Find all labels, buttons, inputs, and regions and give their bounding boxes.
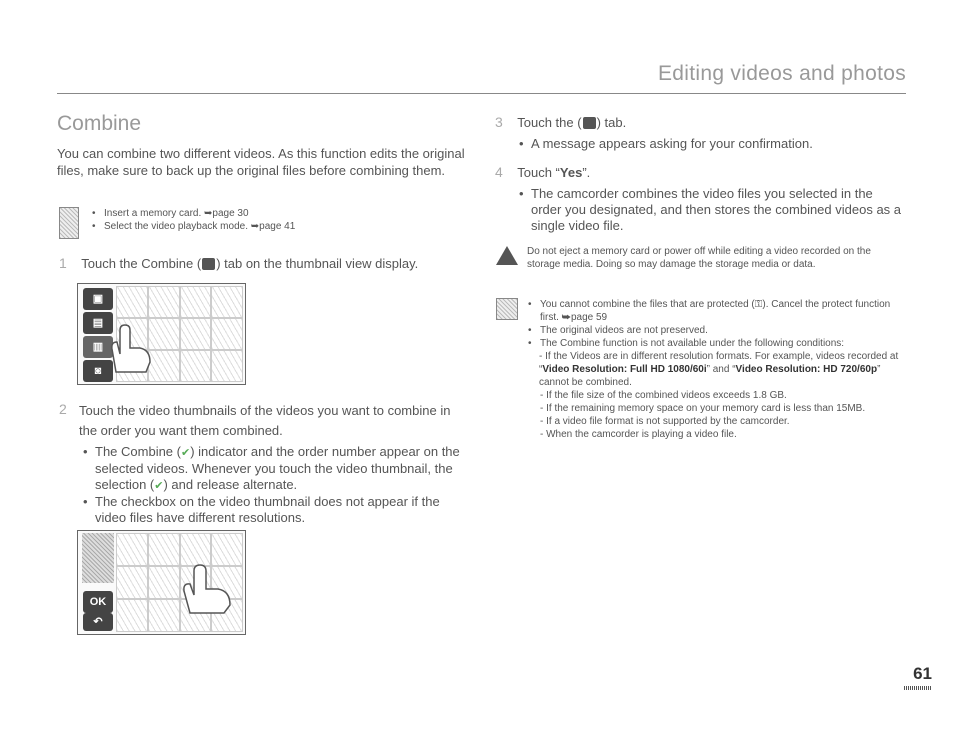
- step-1: [59, 255, 479, 273]
- condition-item: [539, 350, 903, 389]
- combine-tab-icon[interactable]: ▥: [83, 336, 113, 358]
- back-button[interactable]: ↶: [83, 613, 113, 631]
- video-thumbnail[interactable]: [116, 599, 148, 632]
- video-thumbnail[interactable]: [211, 350, 243, 382]
- ok-tab-icon: [583, 117, 596, 129]
- note-item: [528, 337, 903, 441]
- step-number: 3: [495, 114, 503, 130]
- touch-hand-icon: [178, 563, 233, 615]
- video-thumbnail[interactable]: [180, 318, 212, 350]
- step-number: 4: [495, 164, 503, 180]
- warning-icon: [496, 246, 518, 265]
- check-icon: ✔: [180, 447, 191, 459]
- condition-text: ” and “: [706, 364, 736, 375]
- note-item-text: The Combine function is not available under the following conditions:: [540, 338, 845, 349]
- note-item: • You cannot combine the files that are protected (⚿). Cancel the protect function first. ➥page 59: [528, 298, 903, 324]
- ok-button[interactable]: OK: [83, 591, 113, 613]
- bullet-item: • The camcorder combines the video files you selected in the order you designated, and then stores the combined videos as a single video file.: [519, 186, 905, 234]
- bullet-item: [83, 444, 469, 494]
- yes-label: Yes: [559, 165, 583, 180]
- step-text-end: ) tab on the thumbnail view display.: [216, 256, 419, 271]
- step-2-bullets: [83, 444, 469, 526]
- step-text-start: Touch “: [517, 165, 560, 180]
- bullet-item: • The checkbox on the video thumbnail does not appear if the video files have different resolutions.: [83, 494, 469, 526]
- note-list: [92, 207, 422, 233]
- note-icon: [496, 298, 518, 320]
- notes-list: [528, 298, 903, 441]
- video-thumbnail[interactable]: [180, 286, 212, 318]
- video-thumbnail[interactable]: [180, 533, 212, 566]
- page-marker: [904, 686, 932, 690]
- chapter-title: Editing videos and photos: [657, 62, 906, 85]
- video-thumbnail[interactable]: [148, 566, 180, 599]
- step-3: [495, 114, 905, 151]
- condition-text: ” cannot be combined.: [539, 364, 881, 388]
- resolution-label: Video Resolution: Full HD 1080/60i: [542, 364, 707, 375]
- video-thumbnail[interactable]: [116, 533, 148, 566]
- notes-block: [528, 298, 903, 441]
- step-text: Touch the video thumbnails of the videos you want to combine in the order you want them combined.: [79, 403, 451, 438]
- condition-item: - If the file size of the combined videos exceeds 1.8 GB.: [540, 390, 787, 401]
- step-text-start: Touch the (: [517, 115, 582, 130]
- step-number: 2: [59, 401, 67, 417]
- header-divider: [57, 93, 906, 94]
- video-thumbnail[interactable]: [148, 533, 180, 566]
- note-item: • Insert a memory card. ➥page 30: [92, 207, 422, 220]
- touch-hand-icon: [106, 324, 156, 374]
- video-thumbnail[interactable]: [116, 566, 148, 599]
- video-thumbnail[interactable]: [211, 286, 243, 318]
- note-item: • Select the video playback mode. ➥page 41: [92, 220, 422, 233]
- video-thumbnail[interactable]: [180, 350, 212, 382]
- thumbnail-screen-1: [77, 283, 246, 385]
- video-thumbnail[interactable]: [211, 318, 243, 350]
- condition-item: - If the remaining memory space on your memory card is less than 15MB.: [540, 403, 866, 414]
- step-4-bullets: [519, 186, 905, 234]
- video-thumbnail[interactable]: [116, 286, 148, 318]
- delete-tab-icon[interactable]: ▤: [83, 312, 113, 334]
- condition-text: - If the Videos are in different resolution formats. For example, videos recorded at “: [539, 351, 899, 375]
- settings-tab-icon[interactable]: ◙: [83, 360, 113, 382]
- condition-item: - If a video file format is not supported by the camcorder.: [540, 416, 790, 427]
- condition-item: - When the camcorder is playing a video file.: [540, 429, 737, 440]
- sidebar-disabled: [82, 533, 114, 583]
- check-icon: ✔: [154, 480, 164, 492]
- resolution-label: Video Resolution: HD 720/60p: [735, 364, 878, 375]
- step-2: [59, 401, 469, 526]
- bullet-text: ) and release alternate.: [163, 477, 298, 492]
- video-thumbnail[interactable]: [148, 599, 180, 632]
- combine-tab-icon: [202, 258, 215, 270]
- video-thumbnail[interactable]: [148, 286, 180, 318]
- page-number: 61: [913, 664, 932, 683]
- note-item: • The original videos are not preserved.: [528, 324, 903, 337]
- bullet-text: ) indicator and the order number appear on the selected videos. Whenever you touch the video thumbnail, the selection (: [95, 444, 460, 492]
- step-text-start: Touch the Combine (: [81, 256, 202, 271]
- info-tab-icon[interactable]: ▣: [83, 288, 113, 310]
- step-3-bullets: [519, 136, 905, 151]
- section-title: Combine: [57, 112, 142, 135]
- bullet-text: The Combine (: [95, 444, 181, 459]
- note-icon: [59, 207, 79, 239]
- bullet-item: • A message appears asking for your confirmation.: [519, 136, 905, 151]
- intro-paragraph: You can combine two different videos. As this function edits the original files, make sure to back up the original files before combining them.: [57, 146, 465, 178]
- step-text-end: ”.: [582, 165, 591, 180]
- step-text-end: ) tab.: [596, 115, 627, 130]
- step-number: 1: [59, 255, 67, 271]
- thumbnail-screen-2: [77, 530, 246, 635]
- video-thumbnail[interactable]: [211, 533, 243, 566]
- warning-text: Do not eject a memory card or power off while editing a video recorded on the storage media. Doing so may damage the storage media or data.: [527, 246, 871, 270]
- step-4: [495, 164, 905, 234]
